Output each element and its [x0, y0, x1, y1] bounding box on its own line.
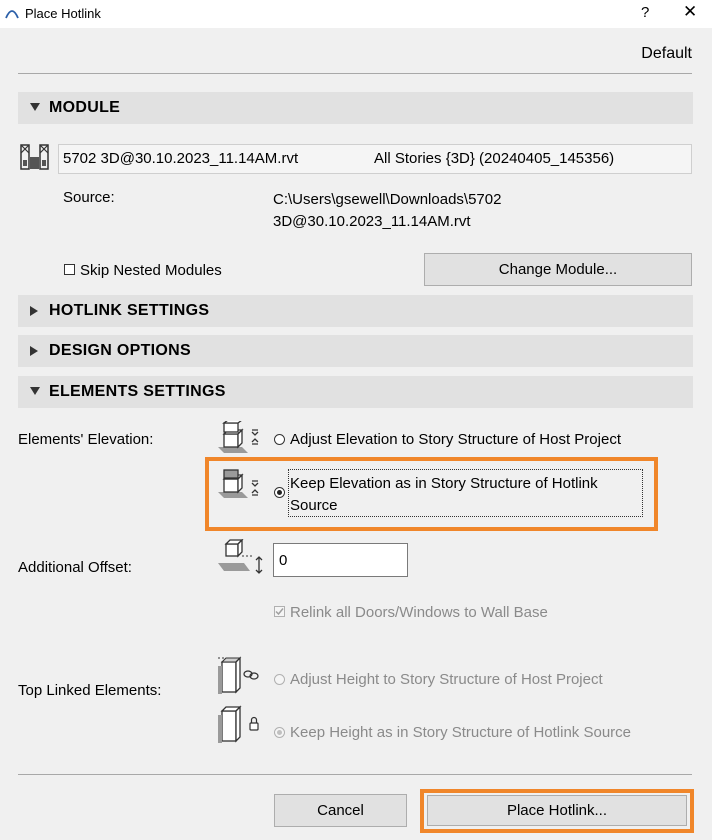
divider [18, 774, 692, 775]
keep-elevation-icon [216, 468, 262, 507]
keep-height-label: Keep Height as in Story Structure of Hotlink Source [290, 724, 632, 741]
offset-input[interactable] [273, 543, 408, 577]
relink-checkbox[interactable] [274, 606, 285, 617]
skip-nested-checkbox[interactable] [64, 264, 75, 275]
change-module-button[interactable]: Change Module... [424, 253, 692, 286]
close-icon[interactable]: ✕ [683, 2, 698, 21]
title-bar [0, 0, 712, 28]
divider [18, 73, 692, 74]
section-module[interactable] [18, 92, 693, 124]
source-label: Source: [63, 189, 115, 206]
section-hotlink-settings[interactable] [18, 295, 693, 327]
section-title: DESIGN OPTIONS [49, 342, 191, 359]
section-title: ELEMENTS SETTINGS [49, 383, 226, 400]
profile-label: Default [641, 45, 692, 62]
adjust-height-icon [216, 656, 266, 701]
window-title: Place Hotlink [25, 6, 101, 21]
keep-elevation-label: Keep Elevation as in Story Structure of Hotlink Source [290, 475, 598, 514]
place-hotlink-button[interactable]: Place Hotlink... [427, 795, 687, 826]
module-stories: All Stories {3D} (20240405_145356) [374, 150, 615, 167]
chevron-down-icon [30, 387, 40, 395]
adjust-height-label: Adjust Height to Story Structure of Host Project [290, 671, 603, 688]
section-title: MODULE [49, 99, 121, 116]
section-elements-settings[interactable] [18, 376, 693, 408]
relink-label: Relink all Doors/Windows to Wall Base [290, 604, 548, 621]
module-file-name: 5702 3D@30.10.2023_11.14AM.rvt [63, 150, 299, 167]
adjust-height-radio[interactable] [274, 674, 285, 685]
offset-icon [216, 539, 266, 582]
adjust-elevation-icon [216, 421, 262, 460]
chevron-right-icon [30, 306, 38, 316]
chevron-right-icon [30, 346, 38, 356]
cancel-button[interactable]: Cancel [274, 794, 407, 827]
keep-height-radio[interactable] [274, 727, 285, 738]
section-title: HOTLINK SETTINGS [49, 302, 210, 319]
elevation-label: Elements' Elevation: [18, 431, 154, 448]
archicad-logo-icon [5, 6, 19, 25]
chevron-down-icon [30, 103, 40, 111]
skip-nested-label: Skip Nested Modules [80, 262, 222, 279]
help-icon[interactable]: ? [641, 4, 650, 21]
source-path: C:\Users\gsewell\Downloads\5702 3D@30.10.2023_11.14AM.rvt [273, 191, 502, 230]
offset-label: Additional Offset: [18, 559, 132, 576]
module-file-icon [20, 143, 50, 176]
top-linked-label: Top Linked Elements: [18, 682, 162, 699]
keep-elevation-radio[interactable] [274, 487, 285, 498]
keep-height-icon [216, 705, 266, 750]
adjust-elevation-label: Adjust Elevation to Story Structure of Host Project [290, 431, 621, 448]
section-design-options[interactable] [18, 335, 693, 367]
adjust-elevation-radio[interactable] [274, 434, 285, 445]
